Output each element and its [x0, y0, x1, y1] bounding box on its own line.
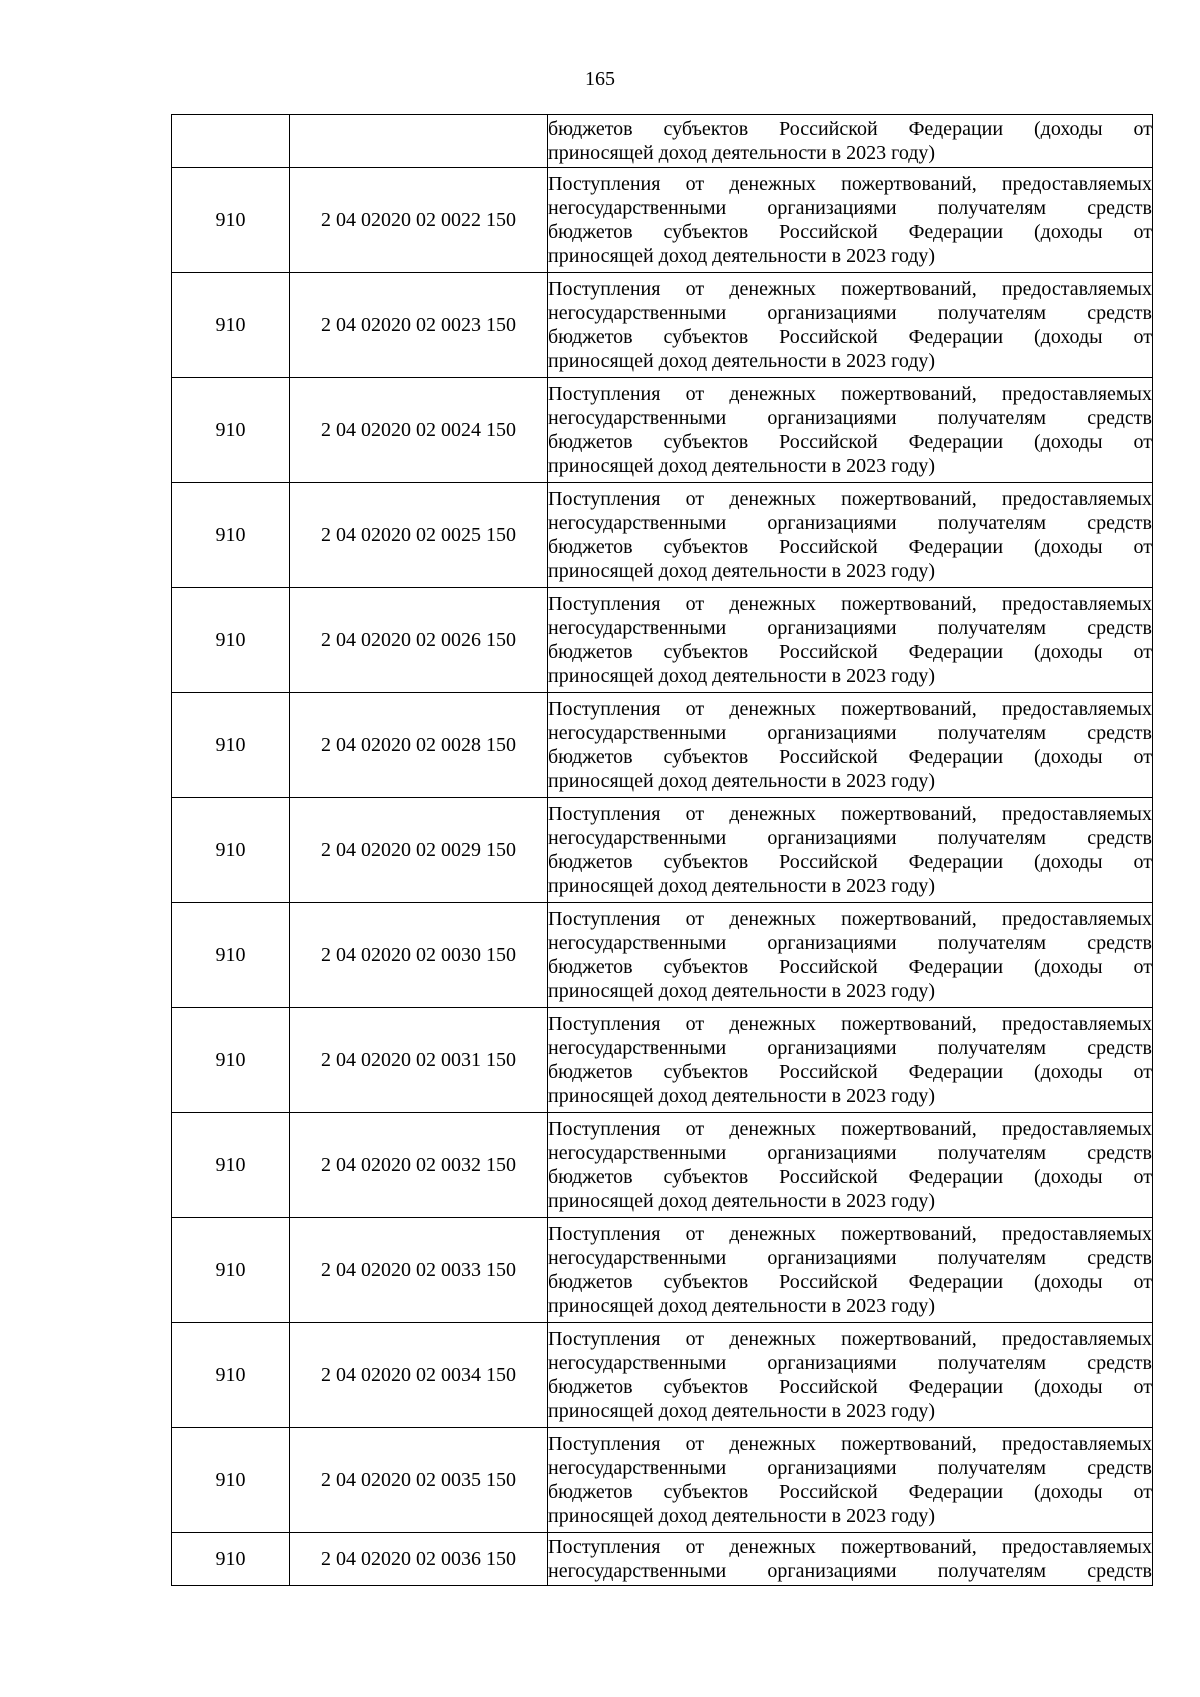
- description-cell: [548, 378, 1153, 483]
- admin-code-cell: 910: [172, 588, 290, 693]
- description-line: Поступления от денежных пожертвований, предоставляемых: [548, 488, 1152, 510]
- description-cell: [548, 903, 1153, 1008]
- budget-code-cell: 2 04 02020 02 0035 150: [290, 1428, 548, 1533]
- description-line: приносящей доход деятельности в 2023 году): [548, 1295, 936, 1317]
- description-line: бюджетов субъектов Российской Федерации (доходы от: [548, 851, 1152, 873]
- description-cell: [548, 1218, 1153, 1323]
- description-line: негосударственными организациями получателям средств: [548, 1457, 1152, 1479]
- table-row: [172, 1008, 1153, 1113]
- description-line: негосударственными организациями получателям средств: [548, 1037, 1152, 1059]
- description-line: Поступления от денежных пожертвований, предоставляемых: [548, 383, 1152, 405]
- budget-code-cell: 2 04 02020 02 0026 150: [290, 588, 548, 693]
- table-row: [172, 273, 1153, 378]
- description-line: приносящей доход деятельности в 2023 году): [548, 245, 936, 267]
- admin-code-cell: [172, 115, 290, 168]
- table-row: [172, 1323, 1153, 1428]
- description-line: негосударственными организациями получателям средств: [548, 932, 1152, 954]
- description-line: бюджетов субъектов Российской Федерации (доходы от: [548, 1166, 1152, 1188]
- page-number: 165: [585, 68, 615, 90]
- description-line: Поступления от денежных пожертвований, предоставляемых: [548, 1223, 1152, 1245]
- admin-code-cell: 910: [172, 1428, 290, 1533]
- budget-code-cell: 2 04 02020 02 0030 150: [290, 903, 548, 1008]
- description-cell: [548, 693, 1153, 798]
- description-line: бюджетов субъектов Российской Федерации (доходы от: [548, 1376, 1152, 1398]
- admin-code-cell: 910: [172, 903, 290, 1008]
- description-cell: [548, 588, 1153, 693]
- budget-code-cell: [290, 115, 548, 168]
- description-line: Поступления от денежных пожертвований, предоставляемых: [548, 1013, 1152, 1035]
- description-line: бюджетов субъектов Российской Федерации (доходы от: [548, 1271, 1152, 1293]
- description-line: негосударственными организациями получателям средств: [548, 722, 1152, 744]
- table-row: [172, 693, 1153, 798]
- description-line: приносящей доход деятельности в 2023 году): [548, 455, 936, 477]
- description-line: приносящей доход деятельности в 2023 году): [548, 142, 936, 164]
- description-line: Поступления от денежных пожертвований, предоставляемых: [548, 908, 1152, 930]
- table-row: [172, 483, 1153, 588]
- description-line: Поступления от денежных пожертвований, предоставляемых: [548, 698, 1152, 720]
- description-cell: [548, 273, 1153, 378]
- description-line: приносящей доход деятельности в 2023 году): [548, 665, 936, 687]
- table-body: [172, 115, 1153, 1586]
- description-cell: [548, 798, 1153, 903]
- description-cell: [548, 1428, 1153, 1533]
- description-line: приносящей доход деятельности в 2023 году): [548, 875, 936, 897]
- description-line: негосударственными организациями получателям средств: [548, 407, 1152, 429]
- description-line: негосударственными организациями получателям средств: [548, 1247, 1152, 1269]
- description-line: приносящей доход деятельности в 2023 году): [548, 1085, 936, 1107]
- admin-code-cell: 910: [172, 798, 290, 903]
- budget-code-cell: 2 04 02020 02 0029 150: [290, 798, 548, 903]
- description-line: бюджетов субъектов Российской Федерации (доходы от: [548, 118, 1152, 140]
- table-row-continuation: [172, 115, 1153, 168]
- admin-code-cell: 910: [172, 273, 290, 378]
- description-cell: [548, 1533, 1153, 1586]
- budget-code-cell: 2 04 02020 02 0028 150: [290, 693, 548, 798]
- budget-code-cell: 2 04 02020 02 0034 150: [290, 1323, 548, 1428]
- budget-code-cell: 2 04 02020 02 0023 150: [290, 273, 548, 378]
- description-line: Поступления от денежных пожертвований, предоставляемых: [548, 803, 1152, 825]
- budget-code-cell: 2 04 02020 02 0025 150: [290, 483, 548, 588]
- admin-code-cell: 910: [172, 1218, 290, 1323]
- admin-code-cell: 910: [172, 1008, 290, 1113]
- description-line: бюджетов субъектов Российской Федерации (доходы от: [548, 956, 1152, 978]
- description-line: Поступления от денежных пожертвований, предоставляемых: [548, 278, 1152, 300]
- table-row: [172, 1533, 1153, 1586]
- description-line: бюджетов субъектов Российской Федерации (доходы от: [548, 326, 1152, 348]
- table-row: [172, 378, 1153, 483]
- description-line: негосударственными организациями получателям средств: [548, 1560, 1152, 1582]
- table-row: [172, 798, 1153, 903]
- budget-code-cell: 2 04 02020 02 0022 150: [290, 168, 548, 273]
- description-line: негосударственными организациями получателям средств: [548, 1352, 1152, 1374]
- budget-code-cell: 2 04 02020 02 0036 150: [290, 1533, 548, 1586]
- description-cell: [548, 168, 1153, 273]
- admin-code-cell: 910: [172, 1323, 290, 1428]
- description-line: бюджетов субъектов Российской Федерации (доходы от: [548, 641, 1152, 663]
- description-line: приносящей доход деятельности в 2023 году): [548, 1400, 936, 1422]
- description-line: приносящей доход деятельности в 2023 году): [548, 770, 936, 792]
- description-cell: [548, 1113, 1153, 1218]
- table-row: [172, 168, 1153, 273]
- description-line: приносящей доход деятельности в 2023 году): [548, 980, 936, 1002]
- table-row: [172, 1113, 1153, 1218]
- admin-code-cell: 910: [172, 483, 290, 588]
- table-row: [172, 903, 1153, 1008]
- description-line: негосударственными организациями получателям средств: [548, 197, 1152, 219]
- description-line: приносящей доход деятельности в 2023 году): [548, 1190, 936, 1212]
- budget-code-cell: 2 04 02020 02 0024 150: [290, 378, 548, 483]
- description-line: негосударственными организациями получателям средств: [548, 302, 1152, 324]
- description-cell: [548, 1323, 1153, 1428]
- description-cell: [548, 483, 1153, 588]
- table-row: [172, 1428, 1153, 1533]
- admin-code-cell: 910: [172, 168, 290, 273]
- budget-code-cell: 2 04 02020 02 0032 150: [290, 1113, 548, 1218]
- description-line: бюджетов субъектов Российской Федерации (доходы от: [548, 221, 1152, 243]
- table-row: [172, 588, 1153, 693]
- admin-code-cell: 910: [172, 1113, 290, 1218]
- description-line: приносящей доход деятельности в 2023 году): [548, 350, 936, 372]
- admin-code-cell: 910: [172, 1533, 290, 1586]
- description-line: бюджетов субъектов Российской Федерации (доходы от: [548, 746, 1152, 768]
- description-cell: [548, 1008, 1153, 1113]
- description-line: бюджетов субъектов Российской Федерации (доходы от: [548, 1061, 1152, 1083]
- description-line: бюджетов субъектов Российской Федерации (доходы от: [548, 1481, 1152, 1503]
- description-line: негосударственными организациями получателям средств: [548, 827, 1152, 849]
- description-line: Поступления от денежных пожертвований, предоставляемых: [548, 1118, 1152, 1140]
- description-line: Поступления от денежных пожертвований, предоставляемых: [548, 1433, 1152, 1455]
- budget-code-cell: 2 04 02020 02 0033 150: [290, 1218, 548, 1323]
- description-line: негосударственными организациями получателям средств: [548, 1142, 1152, 1164]
- revenue-codes-table: [171, 114, 1153, 1586]
- description-line: Поступления от денежных пожертвований, предоставляемых: [548, 1536, 1152, 1558]
- description-line: бюджетов субъектов Российской Федерации (доходы от: [548, 536, 1152, 558]
- description-line: приносящей доход деятельности в 2023 году): [548, 560, 936, 582]
- description-line: приносящей доход деятельности в 2023 году): [548, 1505, 936, 1527]
- description-cell: [548, 115, 1153, 168]
- description-line: Поступления от денежных пожертвований, предоставляемых: [548, 1328, 1152, 1350]
- description-line: Поступления от денежных пожертвований, предоставляемых: [548, 593, 1152, 615]
- description-line: Поступления от денежных пожертвований, предоставляемых: [548, 173, 1152, 195]
- description-line: негосударственными организациями получателям средств: [548, 512, 1152, 534]
- description-line: негосударственными организациями получателям средств: [548, 617, 1152, 639]
- table-row: [172, 1218, 1153, 1323]
- description-line: бюджетов субъектов Российской Федерации (доходы от: [548, 431, 1152, 453]
- admin-code-cell: 910: [172, 378, 290, 483]
- budget-code-cell: 2 04 02020 02 0031 150: [290, 1008, 548, 1113]
- admin-code-cell: 910: [172, 693, 290, 798]
